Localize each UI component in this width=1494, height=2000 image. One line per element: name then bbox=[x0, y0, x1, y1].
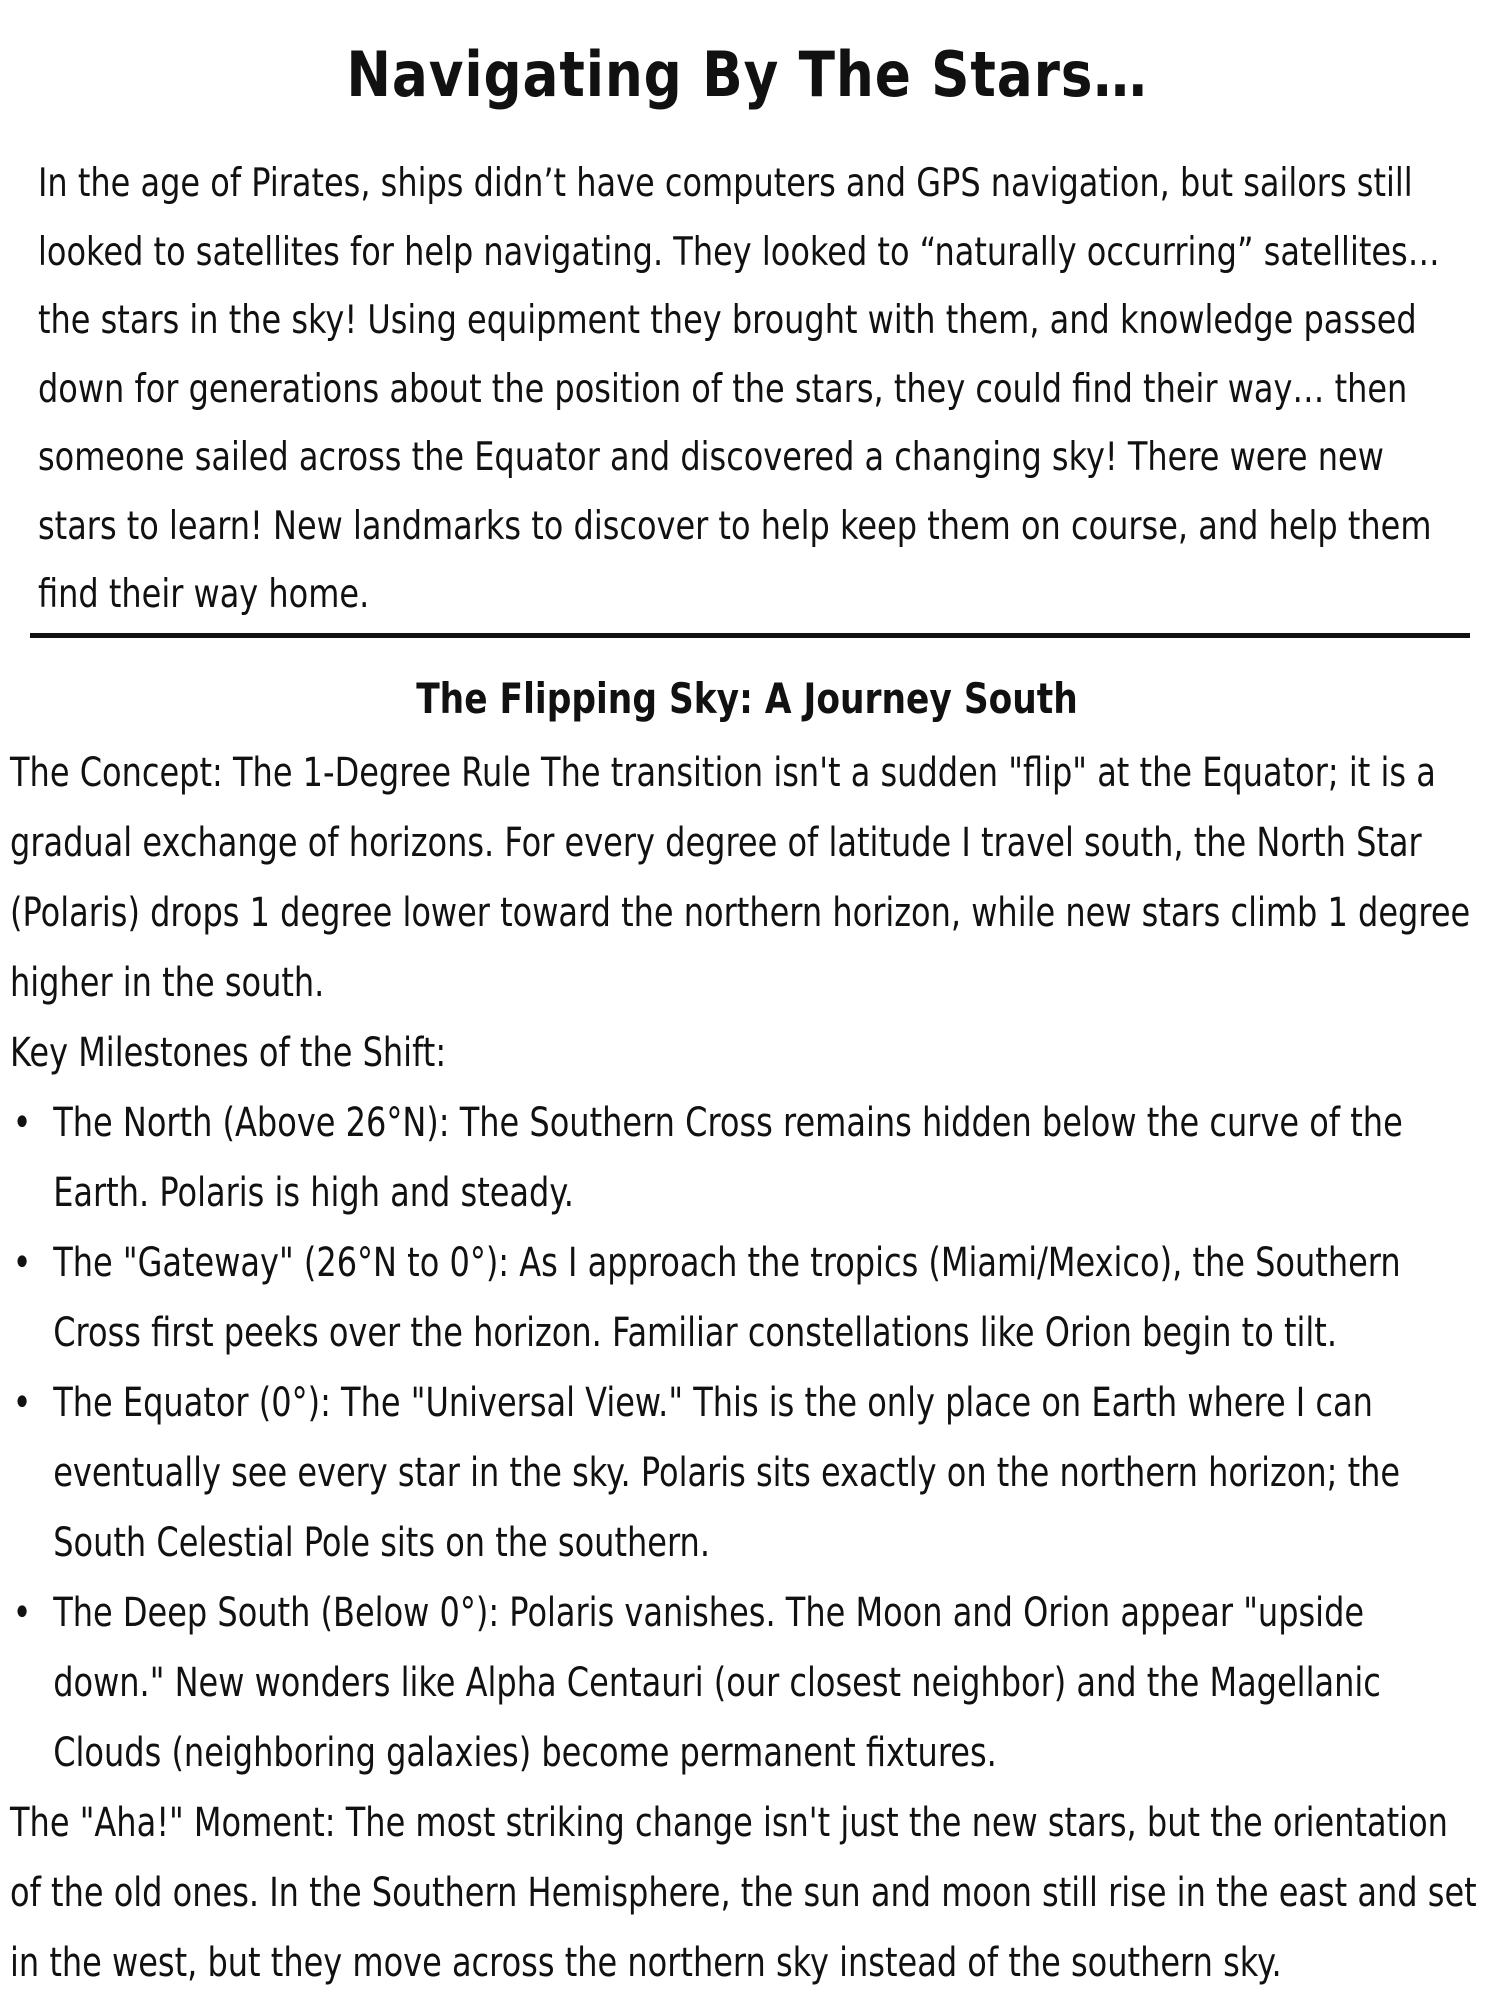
intro-paragraph bbox=[38, 150, 1465, 630]
intro-line: stars to learn! New landmarks to discover to help keep them on course, and help them bbox=[38, 503, 1432, 549]
milestone-line: The Deep South (Below 0°): Polaris vanishes. The Moon and Orion appear "upside bbox=[53, 1590, 1365, 1636]
aha-line: The "Aha!" Moment: The most striking change isn't just the new stars, but the orientation bbox=[10, 1800, 1448, 1846]
milestone-line: The North (Above 26°N): The Southern Cross remains hidden below the curve of the bbox=[53, 1100, 1403, 1146]
bullet-icon: • bbox=[12, 1590, 32, 1636]
intro-line: find their way home. bbox=[38, 572, 370, 617]
intro-line: looked to satellites for help navigating. They looked to “naturally occurring” satellites… bbox=[38, 229, 1440, 275]
milestones-heading: Key Milestones of the Shift: bbox=[10, 1030, 447, 1076]
section-title: The Flipping Sky: A Journey South bbox=[416, 674, 1078, 723]
intro-line: someone sailed across the Equator and discovered a changing sky! There were new bbox=[38, 435, 1384, 480]
section-divider bbox=[30, 633, 1470, 638]
aha-line: of the old ones. In the Southern Hemisphere, the sun and moon still rise in the east and set bbox=[10, 1870, 1477, 1916]
intro-line: In the age of Pirates, ships didn’t have computers and GPS navigation, but sailors still bbox=[38, 161, 1413, 206]
page-title: Navigating By The Stars… bbox=[346, 38, 1148, 111]
intro-line: down for generations about the position of the stars, they could find their way… then bbox=[38, 366, 1408, 412]
concept-line: The Concept: The 1-Degree Rule The transition isn't a sudden "flip" at the Equator; it is a bbox=[10, 750, 1436, 796]
concept-line: higher in the south. bbox=[10, 960, 325, 1006]
concept-paragraph bbox=[10, 738, 1474, 1018]
bullet-icon: • bbox=[12, 1380, 32, 1426]
bullet-icon: • bbox=[12, 1100, 32, 1146]
concept-line: (Polaris) drops 1 degree lower toward the northern horizon, while new stars climb 1 degree bbox=[10, 890, 1471, 936]
list-item bbox=[10, 1578, 1474, 1788]
list-item bbox=[10, 1368, 1474, 1578]
milestone-line: Cross first peeks over the horizon. Familiar constellations like Orion begin to tilt. bbox=[53, 1310, 1338, 1356]
aha-paragraph bbox=[10, 1788, 1477, 1998]
milestone-line: The "Gateway" (26°N to 0°): As I approach the tropics (Miami/Mexico), the Southern bbox=[53, 1240, 1401, 1286]
intro-line: the stars in the sky! Using equipment they brought with them, and knowledge passed bbox=[38, 298, 1417, 343]
milestones-list bbox=[10, 1088, 1474, 1788]
milestone-line: The Equator (0°): The "Universal View." This is the only place on Earth where I can bbox=[53, 1380, 1373, 1426]
milestone-line: Clouds (neighboring galaxies) become permanent fixtures. bbox=[53, 1730, 997, 1776]
bullet-icon: • bbox=[12, 1240, 32, 1286]
milestone-line: Earth. Polaris is high and steady. bbox=[53, 1170, 574, 1216]
concept-line: gradual exchange of horizons. For every degree of latitude I travel south, the North Star bbox=[10, 820, 1422, 866]
section-body bbox=[10, 738, 1477, 1998]
aha-line: in the west, but they move across the northern sky instead of the southern sky. bbox=[10, 1940, 1282, 1986]
list-item bbox=[10, 1088, 1474, 1228]
list-item bbox=[10, 1228, 1474, 1368]
milestone-line: down." New wonders like Alpha Centauri (our closest neighbor) and the Magellanic bbox=[53, 1660, 1381, 1706]
milestone-line: eventually see every star in the sky. Polaris sits exactly on the northern horizon; the bbox=[53, 1450, 1401, 1496]
milestone-line: South Celestial Pole sits on the southern. bbox=[53, 1520, 711, 1566]
